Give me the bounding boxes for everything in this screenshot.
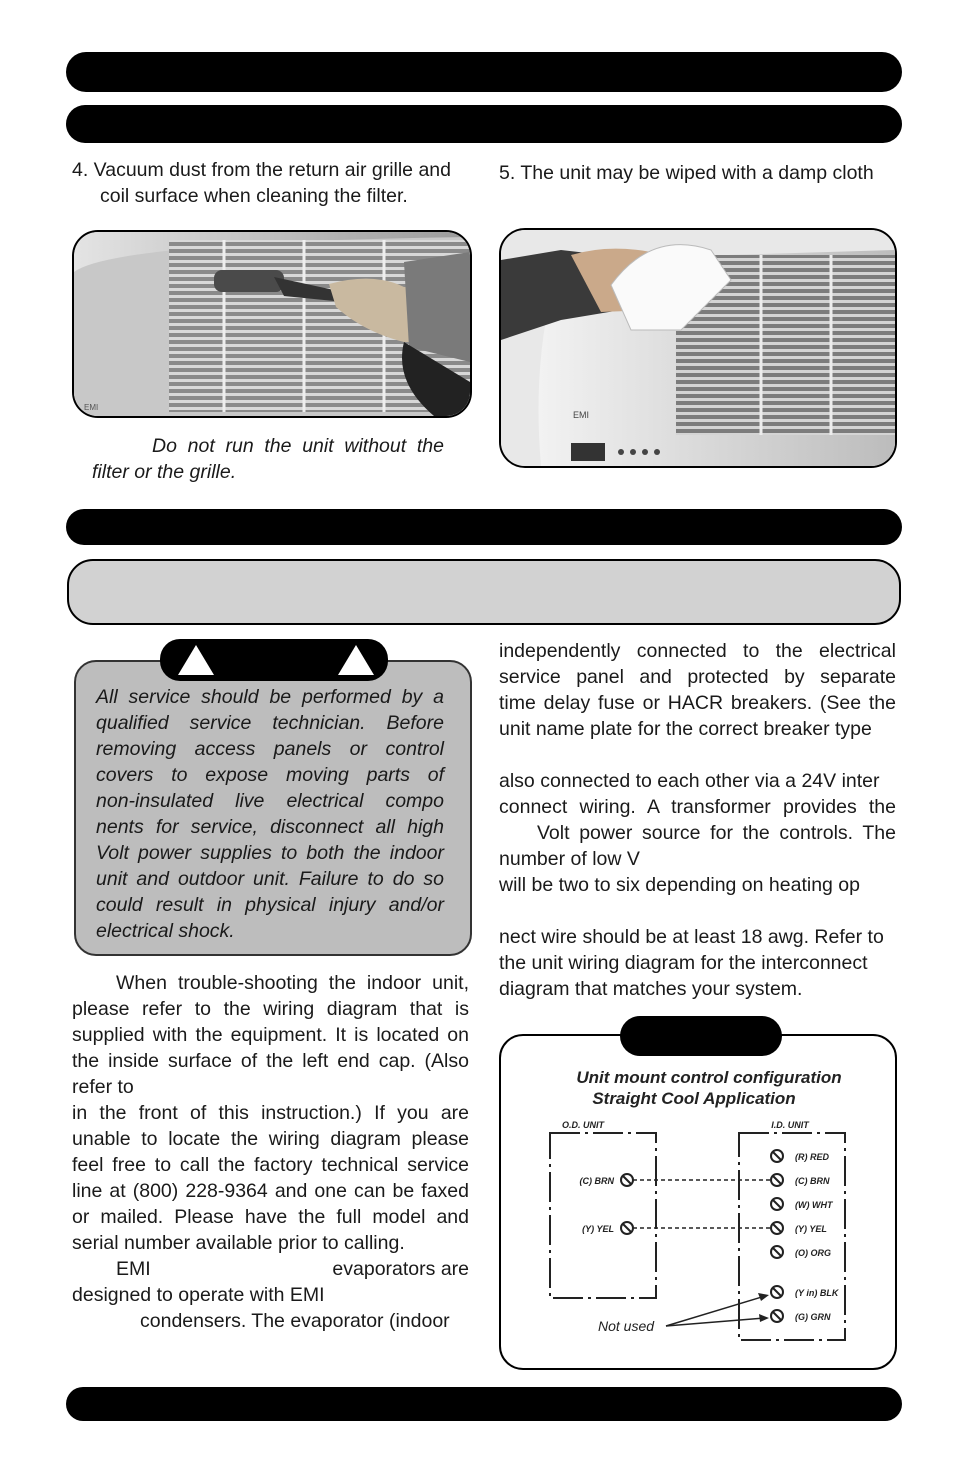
section-gray-bar — [67, 559, 901, 625]
not-used-label: Not used — [598, 1318, 655, 1334]
od-unit-label: O.D. UNIT — [562, 1120, 604, 1130]
step-4-text: 4. Vacuum dust from the return air grille and coil surface when cleaning the filter. — [72, 159, 451, 207]
wiring-diagram — [499, 1034, 893, 1366]
od-terminal-c — [580, 1174, 634, 1186]
svg-text:(W) WHT: (W) WHT — [795, 1200, 833, 1210]
footer-bar — [66, 1387, 902, 1421]
id-terminal-r — [771, 1150, 829, 1162]
id-unit-label: I.D. UNIT — [771, 1120, 809, 1130]
left-column-body: When trouble-shooting the indoor unit, please refer to the wiring diagram that is supplied with the equipment. It is located on the inside surface of the left end cap. (Also refer to in the front of this instruction.) If you are unable to locate the wiring diagram please feel free to call the factory technical service line at (800) 228-9364 and one can be faxed or mailed. Please have the full model and serial number available prior to calling. EMI evaporators are designed to operate with EMI condensers. The evaporator (indoor — [72, 972, 469, 1332]
warning-text: All service should be performed by a qualified service technician. Before removing access panels or control covers to expose moving parts of non-insulated live electrical compo nents for service, disconnect all high Volt power supplies to both the indoor unit and outdoor unit. Failure to do so could result in physical injury and/or electrical shock. — [96, 686, 444, 942]
id-terminal-g — [771, 1310, 831, 1322]
id-terminal-w — [771, 1198, 834, 1210]
id-unit-box — [739, 1133, 845, 1340]
right-column-body: independently connected to the electrical service panel and protected by separate time delay fuse or HACR breakers. (See the unit name plate for the correct breaker type also connected to each other via a 24V inter connect wiring. A transformer provides the Volt power source for the controls. The number of low V will be two to six depending on heating op nect wire should be at least 18 awg. Refer to the unit wiring diagram for the interconnect diagram that matches your system. — [499, 640, 896, 1000]
evaporators-text: evaporators are — [332, 1258, 469, 1280]
section-bar-3 — [66, 509, 902, 545]
vacuum-grille-photo — [72, 230, 472, 418]
id-terminal-yin — [771, 1286, 840, 1298]
wiping-unit-photo — [499, 228, 897, 468]
svg-text:(G) GRN: (G) GRN — [795, 1312, 831, 1322]
warning-tab — [160, 639, 388, 681]
od-unit-box — [550, 1133, 656, 1298]
step-5-text: 5. The unit may be wiped with a damp cloth — [499, 162, 874, 184]
header-bar-2 — [66, 105, 902, 143]
diagram-title-1: Unit mount control configuration — [576, 1068, 842, 1087]
od-terminal-y — [582, 1222, 633, 1234]
svg-text:EMI: EMI — [84, 403, 99, 412]
warning-triangle-icon-right — [338, 645, 374, 675]
svg-text:(C) BRN: (C) BRN — [795, 1176, 830, 1186]
caution-note: Do not run the unit without the filter or the grille. — [92, 435, 444, 483]
diagram-title-2: Straight Cool Application — [592, 1089, 796, 1108]
svg-text:(Y) YEL: (Y) YEL — [795, 1224, 827, 1234]
svg-text:(R) RED: (R) RED — [795, 1152, 829, 1162]
header-bar-1 — [66, 52, 902, 92]
emi-word: EMI — [116, 1258, 151, 1280]
svg-text:(O) ORG: (O) ORG — [795, 1248, 831, 1258]
warning-triangle-icon-left — [178, 645, 214, 675]
svg-text:(Y) YEL: (Y) YEL — [582, 1224, 614, 1234]
id-terminal-y — [771, 1222, 827, 1234]
id-terminal-c — [771, 1174, 830, 1186]
id-terminal-o — [771, 1246, 831, 1258]
svg-text:EMI: EMI — [573, 410, 590, 420]
svg-text:(C) BRN: (C) BRN — [579, 1176, 614, 1186]
svg-text:(Y in) BLK: (Y in) BLK — [795, 1288, 839, 1298]
